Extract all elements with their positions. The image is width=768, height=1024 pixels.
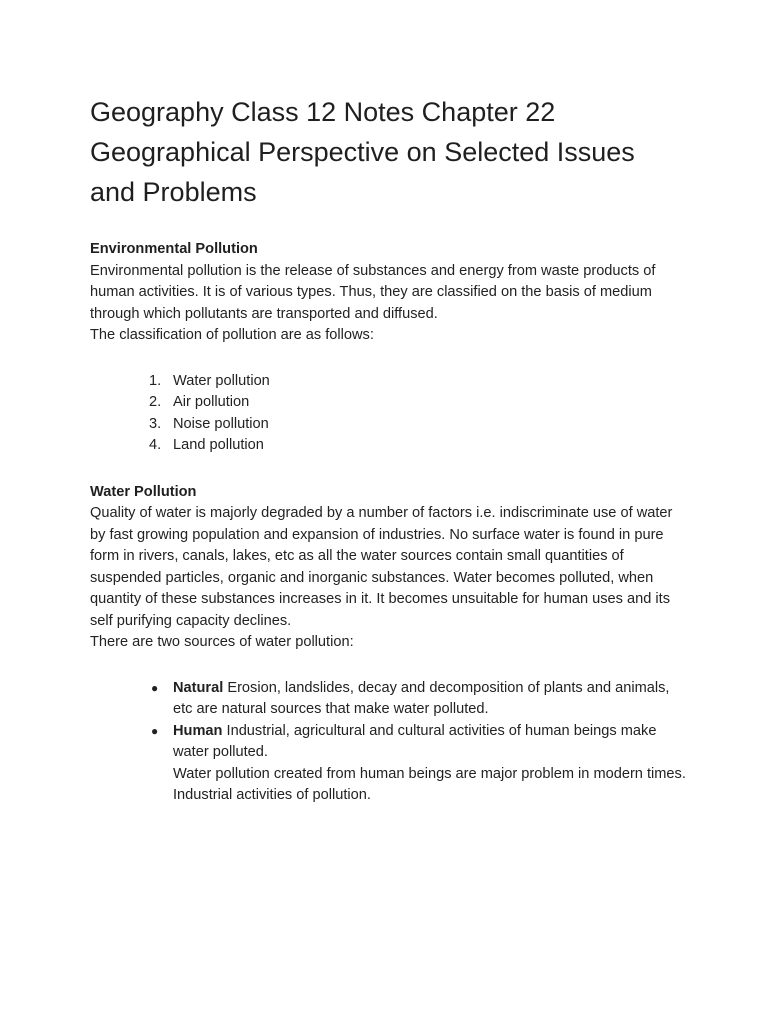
list-number: 2. xyxy=(149,394,162,410)
environmental-pollution-paragraph: Environmental pollution is the release of substances and energy from waste products of human activities. It is of various types. Thus, they are classified on the basis of medium through which pollutants are transported and diffused. xyxy=(90,262,656,322)
list-number: 1. xyxy=(149,372,162,389)
list-item xyxy=(149,392,688,414)
list-item xyxy=(149,414,688,436)
title-line-2: Geographical Perspective on Selected Issues xyxy=(90,137,635,167)
water-sources-list xyxy=(90,678,688,807)
environmental-pollution-heading: Environmental Pollution xyxy=(90,241,258,257)
classification-intro: The classification of pollution are as follows: xyxy=(90,327,374,343)
list-item xyxy=(149,678,688,721)
water-pollution-heading: Water Pollution xyxy=(90,483,197,500)
water-pollution-paragraph: Quality of water is majorly degraded by a number of factors i.e. indiscriminate use of water by fast growing population and expansion of industries. No surface water is found in pure form in rivers, canals, lakes, etc as all the water sources contain small quantities of suspended particles, organic and inorganic substances. Water becomes polluted, when quantity of these substances increases in it. It becomes unsuitable for human uses and its self purifying capacity declines. xyxy=(90,505,673,629)
source-description: Industrial, agricultural and cultural activities of human beings make water polluted. xyxy=(173,722,657,760)
list-number: 4. xyxy=(149,437,162,453)
source-description: Erosion, landslides, decay and decomposition of plants and animals, etc are natural sources that make water polluted. xyxy=(173,679,670,717)
bullet-icon: ● xyxy=(151,680,159,695)
list-item-label: Noise pollution xyxy=(173,415,269,432)
source-extra-note: Water pollution created from human beings are major problem in modern times. Industrial activities of pollution. xyxy=(173,765,686,803)
list-item-label: Air pollution xyxy=(173,394,250,410)
list-item-label: Water pollution xyxy=(173,372,270,389)
title-line-3: and Problems xyxy=(90,177,257,207)
bullet-icon: ● xyxy=(151,723,159,738)
list-item-label: Land pollution xyxy=(173,437,264,453)
list-item xyxy=(149,435,688,457)
document-title xyxy=(90,92,688,212)
source-term: Natural xyxy=(173,679,224,696)
source-term: Human xyxy=(173,722,223,739)
water-sources-intro: There are two sources of water pollution: xyxy=(90,634,354,650)
list-item xyxy=(149,371,688,393)
pollution-types-list xyxy=(90,371,688,457)
list-number: 3. xyxy=(149,415,162,432)
list-item xyxy=(149,721,688,807)
title-line-1: Geography Class 12 Notes Chapter 22 xyxy=(90,97,556,127)
